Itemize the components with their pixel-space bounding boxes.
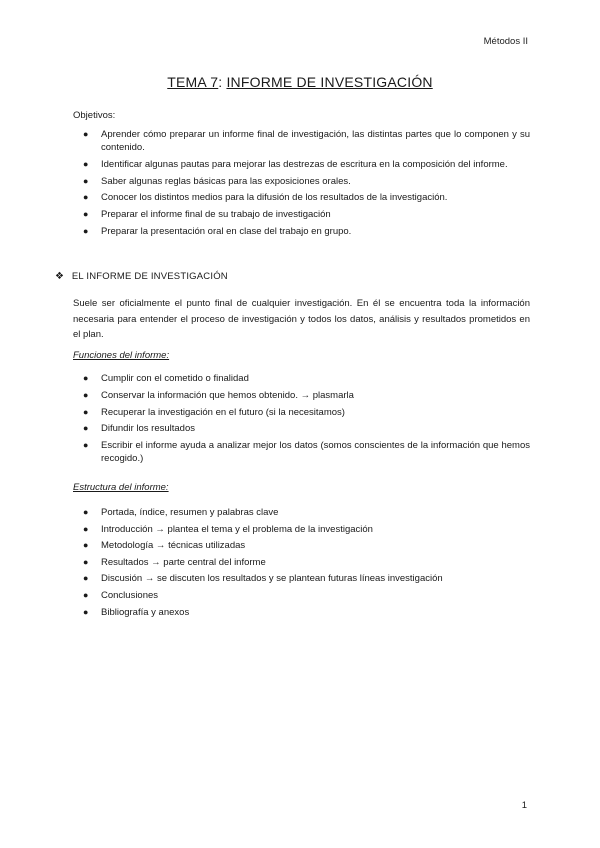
section-heading <box>55 271 228 282</box>
list-item <box>73 589 530 602</box>
list-item-text: Saber algunas reglas básicas para las exposiciones orales. <box>101 175 351 187</box>
bullet-icon: ● <box>83 423 89 434</box>
bullet-icon: ● <box>83 406 89 417</box>
list-item <box>73 225 530 238</box>
list-item <box>73 372 530 385</box>
bullet-icon: ● <box>83 389 89 400</box>
bullet-icon: ● <box>83 192 89 203</box>
page-number: 1 <box>521 800 527 811</box>
list-item-text: Metodología → técnicas utilizadas <box>101 540 246 552</box>
list-item-text: Bibliografía y anexos <box>101 606 190 618</box>
list-item <box>73 158 530 171</box>
diamond-bullet-icon: ❖ <box>55 271 65 282</box>
page-title <box>0 74 600 90</box>
list-item-text: Preparar el informe final de su trabajo de investigación <box>101 209 331 221</box>
bullet-icon: ● <box>83 225 89 236</box>
list-item <box>73 128 530 154</box>
list-item-text: Conservar la información que hemos obtenido. → plasmarla <box>101 389 354 401</box>
list-item-text: Conclusiones <box>101 589 159 601</box>
list-item-text: Conocer los distintos medios para la difusión de los resultados de la investigación. <box>101 192 448 204</box>
list-item-text: Resultados → parte central del informe <box>101 556 266 568</box>
list-item <box>73 606 530 619</box>
bullet-icon: ● <box>83 158 89 169</box>
title-main: INFORME DE INVESTIGACIÓN <box>226 74 433 90</box>
bullet-icon: ● <box>83 507 89 517</box>
list-item <box>73 406 530 419</box>
estructura-heading: Estructura del informe: <box>73 482 169 493</box>
objectives-label: Objetivos: <box>73 110 116 121</box>
title-prefix: TEMA 7 <box>167 74 219 90</box>
header-course: Métodos II <box>483 36 528 47</box>
bullet-icon: ● <box>83 523 89 534</box>
funciones-list <box>73 372 530 469</box>
bullet-icon: ● <box>83 440 89 451</box>
list-item-text: Difundir los resultados <box>101 423 195 435</box>
bullet-icon: ● <box>83 589 89 600</box>
list-item-text: Discusión → se discuten los resultados y se plantean futuras líneas investigación <box>101 573 443 585</box>
bullet-icon: ● <box>83 556 89 567</box>
list-item <box>73 572 530 585</box>
list-item-text: Identificar algunas pautas para mejorar las destrezas de escritura en la composición del informe. <box>101 158 508 170</box>
list-item-text: Introducción → plantea el tema y el problema de la investigación <box>101 523 373 535</box>
title-separator: : <box>218 74 227 90</box>
list-item <box>73 539 530 552</box>
bullet-icon: ● <box>83 129 89 139</box>
bullet-icon: ● <box>83 540 89 551</box>
list-item <box>73 439 530 465</box>
list-item-text: Escribir el informe ayuda a analizar mejor los datos (somos conscientes de la información que hemos recogido.) <box>101 440 530 465</box>
section-paragraph: Suele ser oficialmente el punto final de cualquier investigación. En él se encuentra toda la información necesaria para entender el proceso de investigación y todos los datos, análisis y resultados prometidos en el plan. <box>73 298 530 340</box>
list-item <box>73 208 530 221</box>
bullet-icon: ● <box>83 573 89 584</box>
list-item-text: Preparar la presentación oral en clase del trabajo en grupo. <box>101 225 352 237</box>
list-item <box>73 175 530 188</box>
list-item-text: Recuperar la investigación en el futuro (si la necesitamos) <box>101 406 345 418</box>
list-item-text: Cumplir con el cometido o finalidad <box>101 373 249 384</box>
list-item <box>73 191 530 204</box>
bullet-icon: ● <box>83 373 89 383</box>
list-item <box>73 389 530 402</box>
bullet-icon: ● <box>83 606 89 617</box>
list-item-text: Aprender cómo preparar un informe final de investigación, las distintas partes que lo componen y su contenido. <box>101 129 530 153</box>
estructura-list <box>73 506 530 622</box>
list-item-text: Portada, índice, resumen y palabras clave <box>101 507 279 518</box>
section-heading-text: EL INFORME DE INVESTIGACIÓN <box>71 271 228 282</box>
objectives-list <box>73 128 530 242</box>
list-item <box>73 506 530 519</box>
bullet-icon: ● <box>83 209 89 220</box>
bullet-icon: ● <box>83 175 89 186</box>
funciones-heading: Funciones del informe: <box>73 350 170 361</box>
list-item <box>73 523 530 536</box>
list-item <box>73 422 530 435</box>
list-item <box>73 556 530 569</box>
